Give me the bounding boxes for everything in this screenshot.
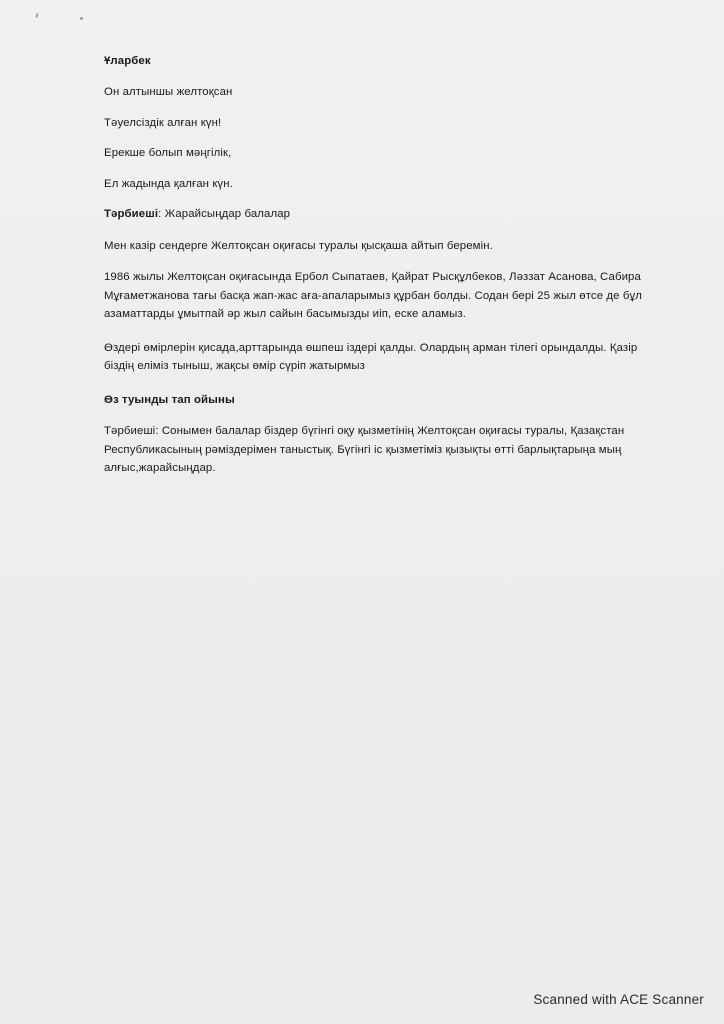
scan-speck-icon [80,17,83,20]
scan-speck-icon [35,13,38,18]
speaker-text: : Жарайсыңдар балалар [158,208,291,221]
poem-line: Тәуелсіздік алған күн! [104,116,222,129]
document-heading: Ұларбек [104,55,151,67]
section-heading: Өз туынды тап ойыны [104,393,235,406]
poem-line: Ерекше болып мәңгілік, [104,147,232,160]
paragraph-4: Тәрбиеші: Сонымен балалар біздер бүгінгі оқу қызметінің Желтоқсан оқиғасы туралы, Қазақстан Республикасының рәміздерімен таныстық. Бүгінгі іс қызметіміз қызықты өтті барлықтарыңа мың алғыс,жарайсыңдар. [104,425,625,475]
document-text-body [104,52,652,493]
poem-line: Он алтыншы желтоқсан [104,86,233,99]
paragraph-1: Мен казір сендерге Желтоқсан оқиғасы туралы қысқаша айтып беремін. [104,239,493,252]
paragraph-2: 1986 жылы Желтоқсан оқиғасында Ербол Сыпатаев, Қайрат Рысқұлбеков, Ләззат Асанова, Сабира Мұғаметжанова тағы басқа жап-жас аға-апаларымыз құрбан болды. Содан бері 25 жыл өтсе де бұл азаматтарды ұмытпай әр жыл сайын басымызды иіп, еске аламыз. [104,271,643,321]
speaker-line [104,205,652,223]
paragraph-3: Өздері өмірлерін қисада,арттарында өшпеш іздері қалды. Олардың арман тілегі орындалды. Қазір біздің еліміз тыныш, жақсы өмір сүріп жатырмыз [104,341,638,373]
scanner-watermark: Scanned with ACE Scanner [533,992,704,1007]
speaker-label: Тәрбиеші [104,208,159,221]
poem-line: Ел жадында қалған күн. [104,177,233,190]
